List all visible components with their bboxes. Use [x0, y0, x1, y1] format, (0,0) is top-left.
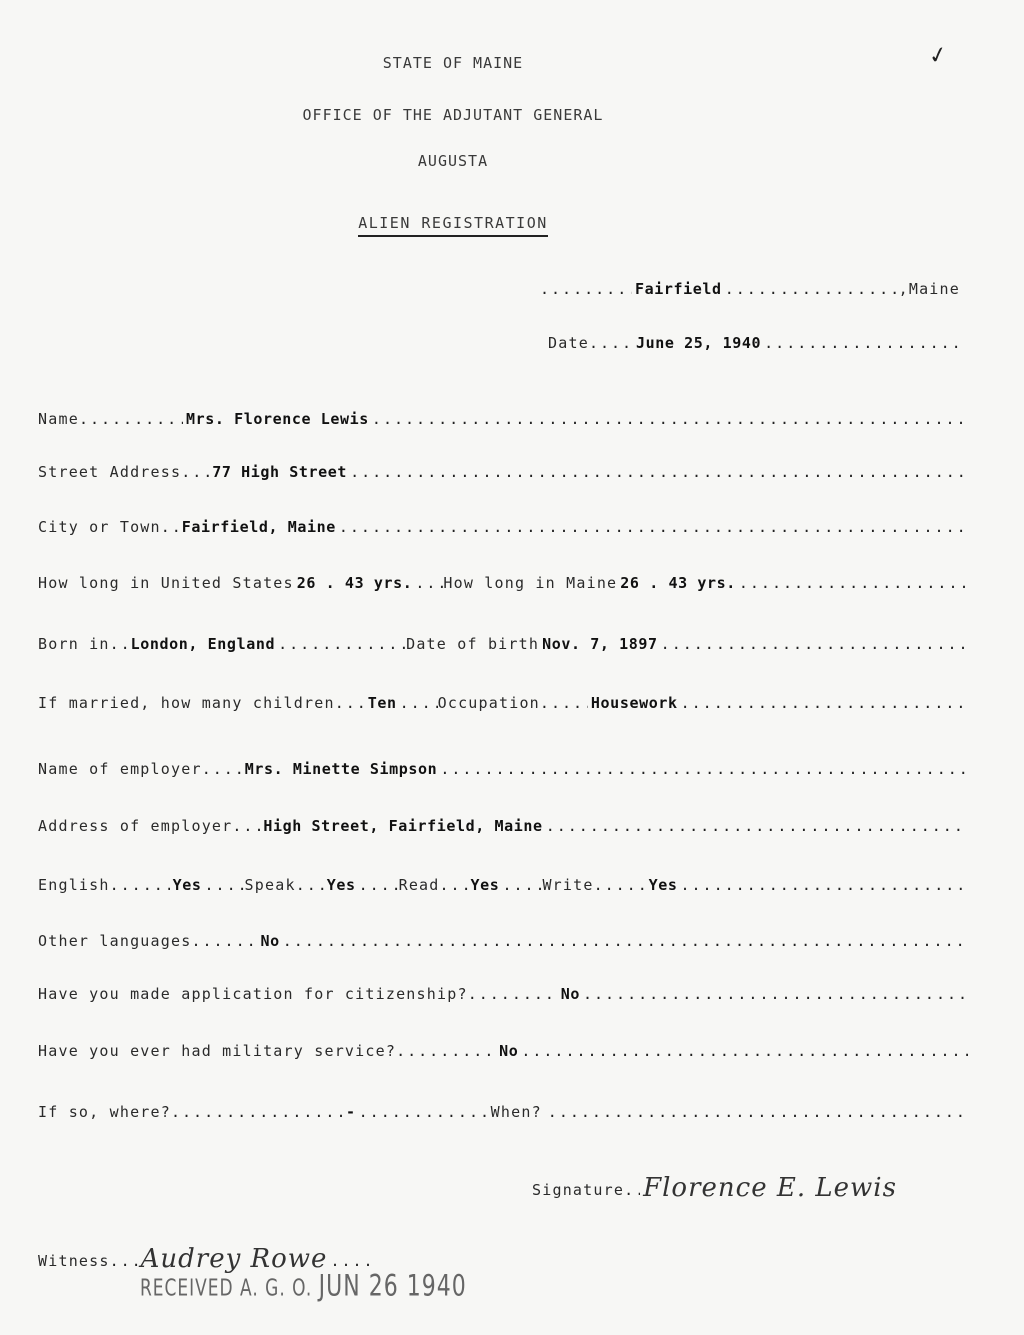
- location-state: ,Maine: [898, 280, 960, 298]
- employer-address-label: Address of employer: [38, 817, 233, 835]
- leader-dots: [359, 876, 399, 894]
- city-value: Fairfield, Maine: [181, 518, 336, 536]
- leader-dots: [546, 817, 968, 835]
- speak-label: Speak: [244, 876, 296, 894]
- read-label: Read: [398, 876, 440, 894]
- citizenship-line: [38, 985, 968, 1009]
- occupation-value: Housework: [590, 694, 678, 712]
- leader-dots: [725, 280, 899, 298]
- leader-dots: [396, 1042, 496, 1060]
- location-line: [540, 280, 960, 304]
- leader-dots: [681, 876, 969, 894]
- leader-dots: [232, 817, 260, 835]
- other-languages-line: [38, 932, 968, 956]
- where-line: [38, 1103, 968, 1127]
- where-value: -: [346, 1103, 356, 1121]
- where-label: If so, where?: [38, 1103, 171, 1121]
- leader-dots: [335, 694, 365, 712]
- check-mark-icon: ✓: [927, 38, 949, 72]
- leader-dots: [400, 694, 438, 712]
- leader-dots: [161, 518, 179, 536]
- us-years-value: 26 . 43 yrs.: [296, 574, 413, 592]
- leader-dots: [202, 760, 242, 778]
- employer-label: Name of employer: [38, 760, 202, 778]
- leader-dots: [359, 1103, 491, 1121]
- write-label: Write: [542, 876, 594, 894]
- name-label: Name: [38, 410, 79, 428]
- city-line: [38, 518, 968, 542]
- read-value: Yes: [470, 876, 500, 894]
- employer-line: [38, 760, 968, 784]
- date-line: [548, 334, 958, 358]
- dob-value: Nov. 7, 1897: [542, 635, 658, 653]
- state-heading: STATE OF MAINE: [382, 54, 524, 72]
- office-heading: OFFICE OF THE ADJUTANT GENERAL: [302, 106, 604, 124]
- leader-dots: [415, 574, 443, 592]
- received-stamp: [140, 1270, 467, 1304]
- military-value: No: [499, 1042, 519, 1060]
- signature-line: [532, 1165, 992, 1203]
- leader-dots: [540, 280, 632, 298]
- leader-dots: [110, 1252, 138, 1274]
- city-heading: AUGUSTA: [417, 152, 489, 170]
- maine-years-label: How long in Maine: [443, 574, 618, 592]
- signature-label: Signature: [532, 1181, 625, 1199]
- other-languages-value: No: [260, 932, 280, 950]
- english-label: English: [38, 876, 110, 894]
- city-label: City or Town: [38, 518, 161, 536]
- leader-dots: [468, 985, 558, 1003]
- english-value: Yes: [172, 876, 202, 894]
- children-line: [38, 694, 968, 718]
- residence-line: [38, 574, 968, 598]
- witness-label: Witness: [38, 1252, 110, 1270]
- name-line: [38, 410, 968, 434]
- leader-dots: [594, 876, 646, 894]
- street-label: Street Address: [38, 463, 182, 481]
- leader-dots: [624, 1181, 640, 1203]
- maine-years-value: 26 . 43 yrs.: [620, 574, 736, 592]
- leader-dots: [191, 932, 257, 950]
- citizenship-value: No: [560, 985, 580, 1003]
- received-stamp-date: JUN 26 1940: [318, 1270, 467, 1304]
- leader-dots: [440, 876, 468, 894]
- signature-value: Florence E. Lewis: [643, 1173, 897, 1203]
- speak-value: Yes: [326, 876, 356, 894]
- received-stamp-text: RECEIVED A. G. O.: [140, 1275, 313, 1303]
- leader-dots: [181, 463, 209, 481]
- leader-dots: [440, 760, 968, 778]
- occupation-label: Occupation: [437, 694, 540, 712]
- leader-dots: [278, 635, 406, 653]
- leader-dots: [350, 463, 968, 481]
- leader-dots: [548, 1103, 968, 1121]
- leader-dots: [171, 1103, 343, 1121]
- leader-dots: [79, 410, 183, 428]
- leader-dots: [661, 635, 968, 653]
- date-label: Date: [548, 334, 589, 352]
- leader-dots: [589, 334, 633, 352]
- witness-line: [38, 1236, 478, 1274]
- leader-dots: [739, 574, 968, 592]
- born-in-value: London, England: [130, 635, 276, 653]
- employer-address-line: [38, 817, 968, 841]
- born-in-label: Born in: [38, 635, 110, 653]
- leader-dots: [110, 876, 170, 894]
- leader-dots: [502, 876, 542, 894]
- employer-address-value: High Street, Fairfield, Maine: [263, 817, 543, 835]
- witness-signature: Audrey Rowe: [140, 1244, 328, 1274]
- leader-dots: [521, 1042, 968, 1060]
- other-languages-label: Other languages: [38, 932, 192, 950]
- leader-dots: [372, 410, 968, 428]
- leader-dots: [296, 876, 324, 894]
- street-value: 77 High Street: [212, 463, 348, 481]
- children-value: Ten: [367, 694, 397, 712]
- citizenship-label: Have you made application for citizenship?: [38, 985, 468, 1003]
- leader-dots: [339, 518, 968, 536]
- us-years-label: How long in United States: [38, 574, 294, 592]
- leader-dots: [283, 932, 968, 950]
- form-title-wrap: [0, 214, 906, 237]
- leader-dots: [583, 985, 968, 1003]
- children-label: If married, how many children: [38, 694, 335, 712]
- form-title: ALIEN REGISTRATION: [358, 214, 548, 237]
- date-value: June 25, 1940: [635, 334, 762, 352]
- street-line: [38, 463, 968, 487]
- leader-dots: [110, 635, 128, 653]
- military-line: [38, 1042, 968, 1066]
- name-value: Mrs. Florence Lewis: [185, 410, 369, 428]
- leader-dots: [540, 694, 588, 712]
- leader-dots: [205, 876, 245, 894]
- write-value: Yes: [648, 876, 678, 894]
- dob-label: Date of birth: [406, 635, 540, 653]
- leader-dots: [764, 334, 958, 352]
- leader-dots: [681, 694, 968, 712]
- employer-value: Mrs. Minette Simpson: [244, 760, 438, 778]
- english-line: [38, 876, 968, 900]
- military-label: Have you ever had military service?: [38, 1042, 397, 1060]
- birth-line: [38, 635, 968, 659]
- when-label: When?: [490, 1103, 542, 1121]
- location-town: Fairfield: [635, 280, 722, 298]
